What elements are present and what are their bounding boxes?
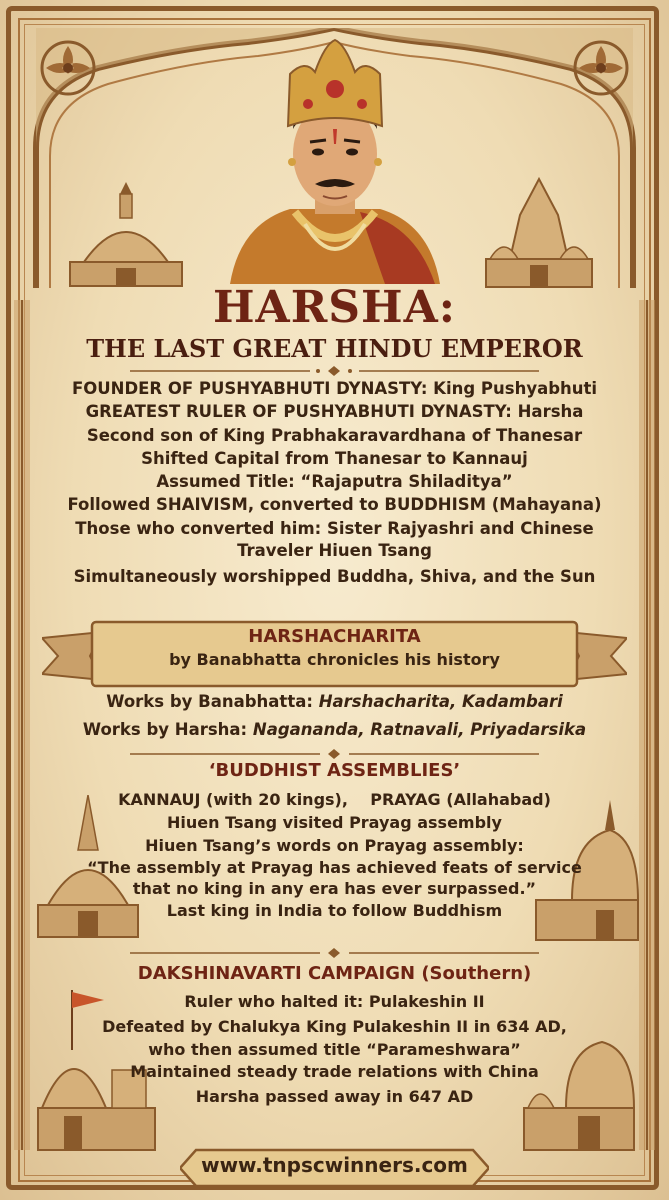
works-banabhatta [40,688,629,716]
fact-list [40,377,629,588]
fact-item: GREATEST RULER OF PUSHYABHUTI DYNASTY: Harsha [85,402,584,422]
dak-line: Maintained steady trade relations with China [130,1062,539,1081]
dak-line: Ruler who halted it: Pulakeshin II [184,992,485,1011]
buddhist-section [40,788,629,922]
buddhist-line: Hiuen Tsang visited Prayag assembly [167,813,502,832]
works-titles: Nagananda, Ratnavali, Priyadarsika [252,720,587,739]
buddhist-line: Last king in India to follow Buddhism [166,901,503,920]
lotus-corner-ornament [561,28,641,108]
dak-line: who then assumed title “Parameshwara” [148,1040,521,1059]
banner-subtitle: by Banabhatta chronicles his history [169,650,500,669]
buddhist-quote: “The assembly at Prayag has achieved feats of service [87,858,582,877]
page-subtitle: THE LAST GREAT HINDU EMPEROR [86,334,583,363]
crowned-king-portrait [210,34,460,284]
fact-item: Assumed Title: “Rajaputra Shiladitya” [156,472,513,492]
diamond-divider-ornament [130,749,539,759]
section-title-buddhist: ‘BUDDHIST ASSEMBLIES’ [208,760,461,781]
works-harsha [40,716,629,744]
page-title: HARSHA: [212,282,456,333]
diamond-divider-ornament [130,948,539,958]
buddhist-line: Hiuen Tsang’s words on Prayag assembly: [145,836,524,855]
right-border-ornament [635,300,659,1150]
dak-line: Defeated by Chalukya King Pulakeshin II in 634 AD, [102,1016,567,1036]
works-titles: Harshacharita, Kadambari [318,692,563,711]
left-border-ornament [10,300,34,1150]
banner-title: HARSHACHARITA [248,626,421,647]
shikhara-temple-icon [480,175,598,290]
diamond-divider-ornament [130,366,539,376]
dak-line: Harsha passed away in 647 AD [195,1086,474,1106]
works-section [40,688,629,744]
fact-item: FOUNDER OF PUSHYABHUTI DYNASTY: King Pushyabhuti [71,379,598,398]
fact-item: Those who converted him: Sister Rajyashri and Chinese [75,518,594,538]
works-label: Works by Banabhatta: [106,692,319,711]
buddhist-quote: that no king in any era has ever surpassed.” [132,879,537,898]
works-label: Works by Harsha: [82,720,253,739]
website-link[interactable]: www.tnpscwinners.com [201,1153,468,1177]
buddhist-line: KANNAUJ (with 20 kings), PRAYAG (Allahabad) [118,790,551,809]
fact-item: Followed SHAIVISM, converted to BUDDHISM (Mahayana) [67,495,602,515]
fact-item: Shifted Capital from Thanesar to Kannauj [141,448,528,468]
fact-item: Second son of King Prabhakaravardhana of Thanesar [86,425,583,445]
dakshinavarti-section [40,990,629,1109]
lotus-corner-ornament [28,28,108,108]
section-title-dakshinavarti: DAKSHINAVARTI CAMPAIGN (Southern) [137,963,532,984]
stupa-temple-icon [64,182,188,290]
fact-item: Traveler Hiuen Tsang [237,541,432,561]
fact-item: Simultaneously worshipped Buddha, Shiva, and the Sun [73,567,596,587]
